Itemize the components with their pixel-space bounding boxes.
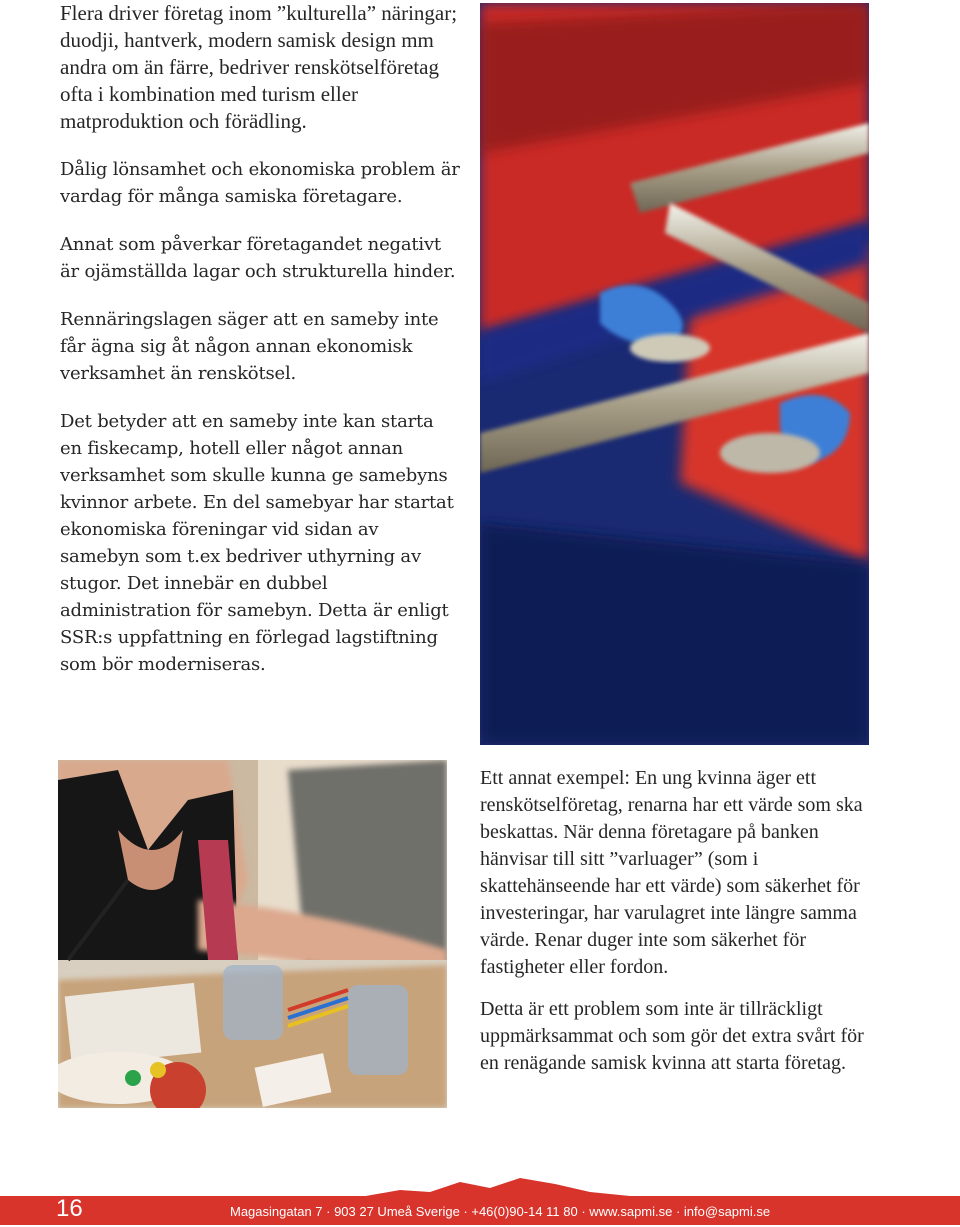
page-footer: [0, 1170, 960, 1227]
paragraph: Det betyder att en sameby inte kan starta en fiskecamp, hotell eller något annan verksamhet som skulle kunna ge samebyns kvinnor arbete. En del samebyar har startat ekonomiska föreningar vid sidan av samebyn som t.ex bedriver uthyrning av stugor. Det innebär en dubbel administration för samebyn. Detta är enligt SSR:s uppfattning en förlegad lagstiftning som bör moderniseras.: [60, 411, 454, 675]
contact-info: Magasingatan 7 · 903 27 Umeå Sverige · +46(0)90-14 11 80 · www.sapmi.se · info@sapmi.se: [230, 1204, 771, 1219]
paragraph: Flera driver företag inom ”kulturella” näringar; duodji, hantverk, modern samisk design mm andra om än färre, bedriver renskötselföretag ofta i kombination med turism eller matproduktion och förädling.: [60, 1, 458, 133]
right-text-column: [480, 765, 880, 1092]
photo-gakti-detail: [480, 3, 869, 745]
left-text-column: [60, 0, 460, 699]
workshop-photo-illustration: [58, 760, 447, 1108]
paragraph: Dålig lönsamhet och ekonomiska problem är vardag för många samiska företagare.: [60, 159, 460, 207]
paragraph: Detta är ett problem som inte är tillräckligt uppmärksammat och som gör det extra svårt för en renägande samisk kvinna att starta företag.: [480, 998, 864, 1074]
paragraph: Ett annat exempel: En ung kvinna äger ett renskötselföretag, renarna har ett värde som ska beskattas. När denna företagare på banken hänvisar till sitt ”varluager” (som i skattehänseende har ett värde) som säkerhet för investeringar, har varulagret inte längre samma värde. Renar duger inte som säkerhet för fastigheter eller fordon.: [480, 767, 863, 978]
page-number: 16: [56, 1195, 83, 1222]
photo-workshop: [58, 760, 447, 1108]
paragraph: Rennäringslagen säger att en sameby inte får ägna sig åt någon annan ekonomisk verksamhet än renskötsel.: [60, 309, 439, 384]
gakti-photo-illustration: [480, 3, 869, 745]
paragraph: Annat som påverkar företagandet negativt är ojämställda lagar och strukturella hinder.: [60, 234, 456, 282]
